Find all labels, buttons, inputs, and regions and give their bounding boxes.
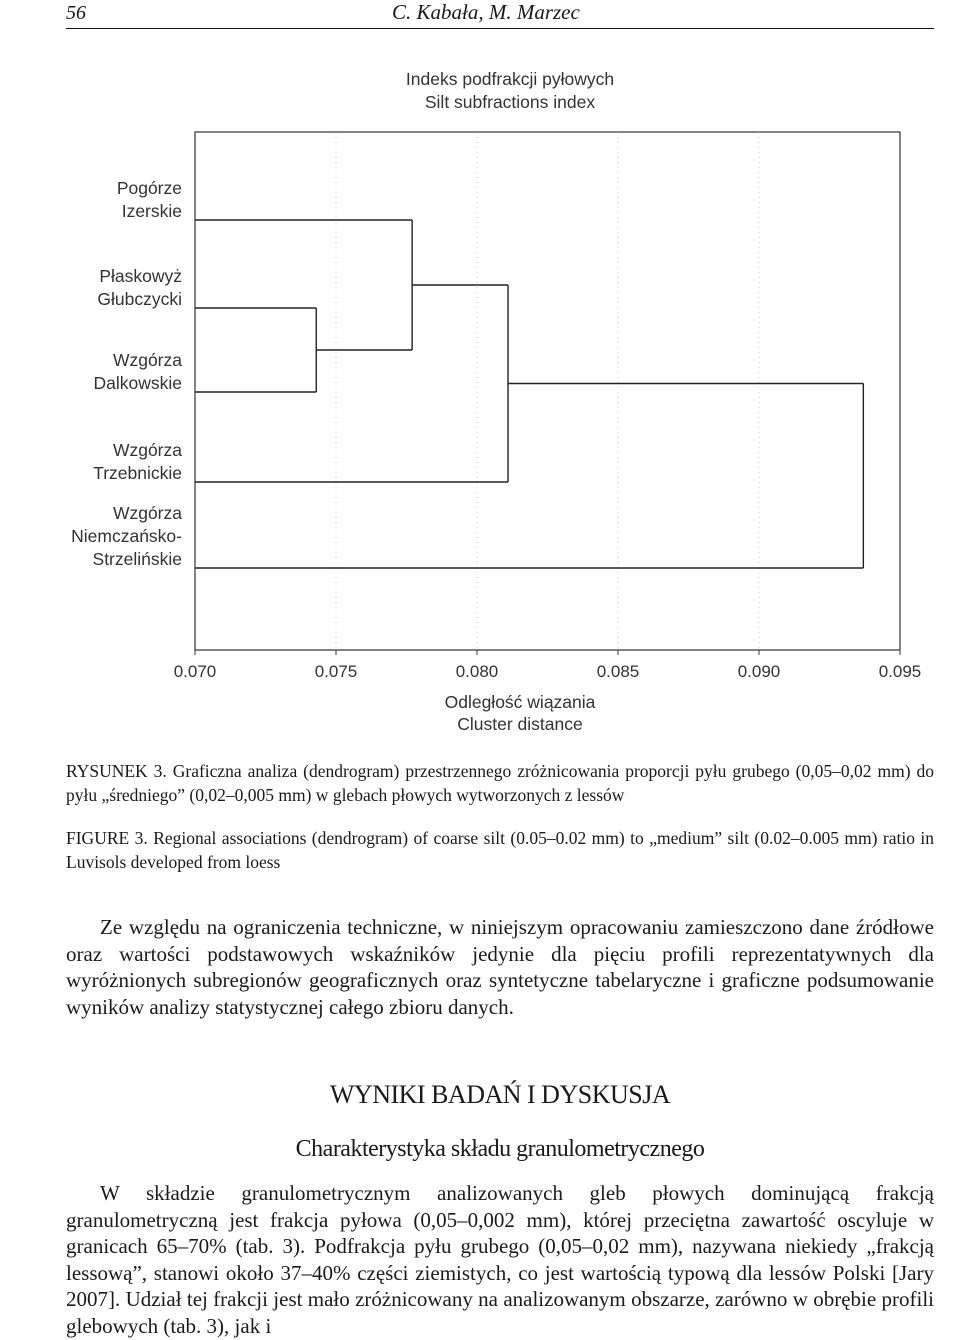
x-axis-label-pl: Odległość wiązania xyxy=(444,692,596,712)
leaf-label: Głubczycki xyxy=(97,289,182,309)
page-header xyxy=(66,2,934,29)
figure-title-en: Silt subfractions index xyxy=(424,92,596,112)
subsection-heading: Charakterystyka składu granulometrycznego xyxy=(295,1136,705,1162)
leaf-label: Płaskowyż xyxy=(99,266,182,286)
running-head: C. Kabała, M. Marzec xyxy=(392,0,580,24)
caption-rysunek: RYSUNEK 3. Graficzna analiza (dendrogram) przestrzennego zróżnicowania proporcji pyłu grubego (0,05–0,02 mm) do pyłu „średniego” (0,02–0,005 mm) w glebach płowych wytworzonych z lessów xyxy=(66,761,934,805)
x-tick-label: 0.080 xyxy=(455,662,499,681)
leaf-label: Wzgórza xyxy=(112,503,182,523)
caption-figure: FIGURE 3. Regional associations (dendrogram) of coarse silt (0.05–0.02 mm) to „medium” silt (0.02–0.005 mm) ratio in Luvisols developed from loess xyxy=(66,828,934,872)
body-paragraph-2: W składzie granulometrycznym analizowanych gleb płowych dominującą frakcją granulometryczną jest frakcja pyłowa (0,05–0,002 mm), której przeciętna zawartość oscyluje w granicach 65–70% (tab. 3). Podfrakcja pyłu grubego (0,05–0,02 mm), nazywana niekiedy „frakcją lessową”, stanowi około 37–40% części ziemistych, co jest wartością typową dla lessów Polski [Jary 2007]. Udział tej frakcji jest mało zróżnicowany na analizowanym obszarze, zarówno w obrębie profili glebowych (tab. 3), jak i xyxy=(66,1181,934,1338)
x-tick-label: 0.090 xyxy=(737,662,781,681)
leaf-label: Dalkowskie xyxy=(93,373,182,393)
leaf-label: Wzgórza xyxy=(112,440,182,460)
plot-frame xyxy=(195,132,900,650)
leaf-label: Pogórze xyxy=(116,178,182,198)
leaf-label: Izerskie xyxy=(121,201,182,221)
x-tick-label: 0.085 xyxy=(596,662,640,681)
figure-title-pl: Indeks podfrakcji pyłowych xyxy=(405,69,615,89)
body-paragraph-1: Ze względu na ograniczenia techniczne, w niniejszym opracowaniu zamieszczono dane źródłowe oraz wartości podstawowych wskaźników jedynie dla pięciu profili reprezentatywnych dla wyróżnionych subregionów geograficznych oraz syntetyczne tabelaryczne i graficzne podsumowanie wyników analizy statystycznej całego zbioru danych. xyxy=(66,915,934,1019)
x-tick-label: 0.095 xyxy=(878,662,922,681)
leaf-label: Wzgórza xyxy=(112,350,182,370)
leaf-label: Trzebnickie xyxy=(93,463,182,483)
dendrogram-chart xyxy=(0,120,960,690)
x-tick-label: 0.070 xyxy=(173,662,217,681)
leaf-label: Niemczańsko- xyxy=(71,526,182,546)
leaf-label: Strzelińskie xyxy=(92,549,182,569)
page-number: 56 xyxy=(66,2,86,24)
section-heading: WYNIKI BADAŃ I DYSKUSJA xyxy=(329,1080,671,1109)
x-tick-label: 0.075 xyxy=(314,662,358,681)
x-axis-label-en: Cluster distance xyxy=(457,714,583,734)
